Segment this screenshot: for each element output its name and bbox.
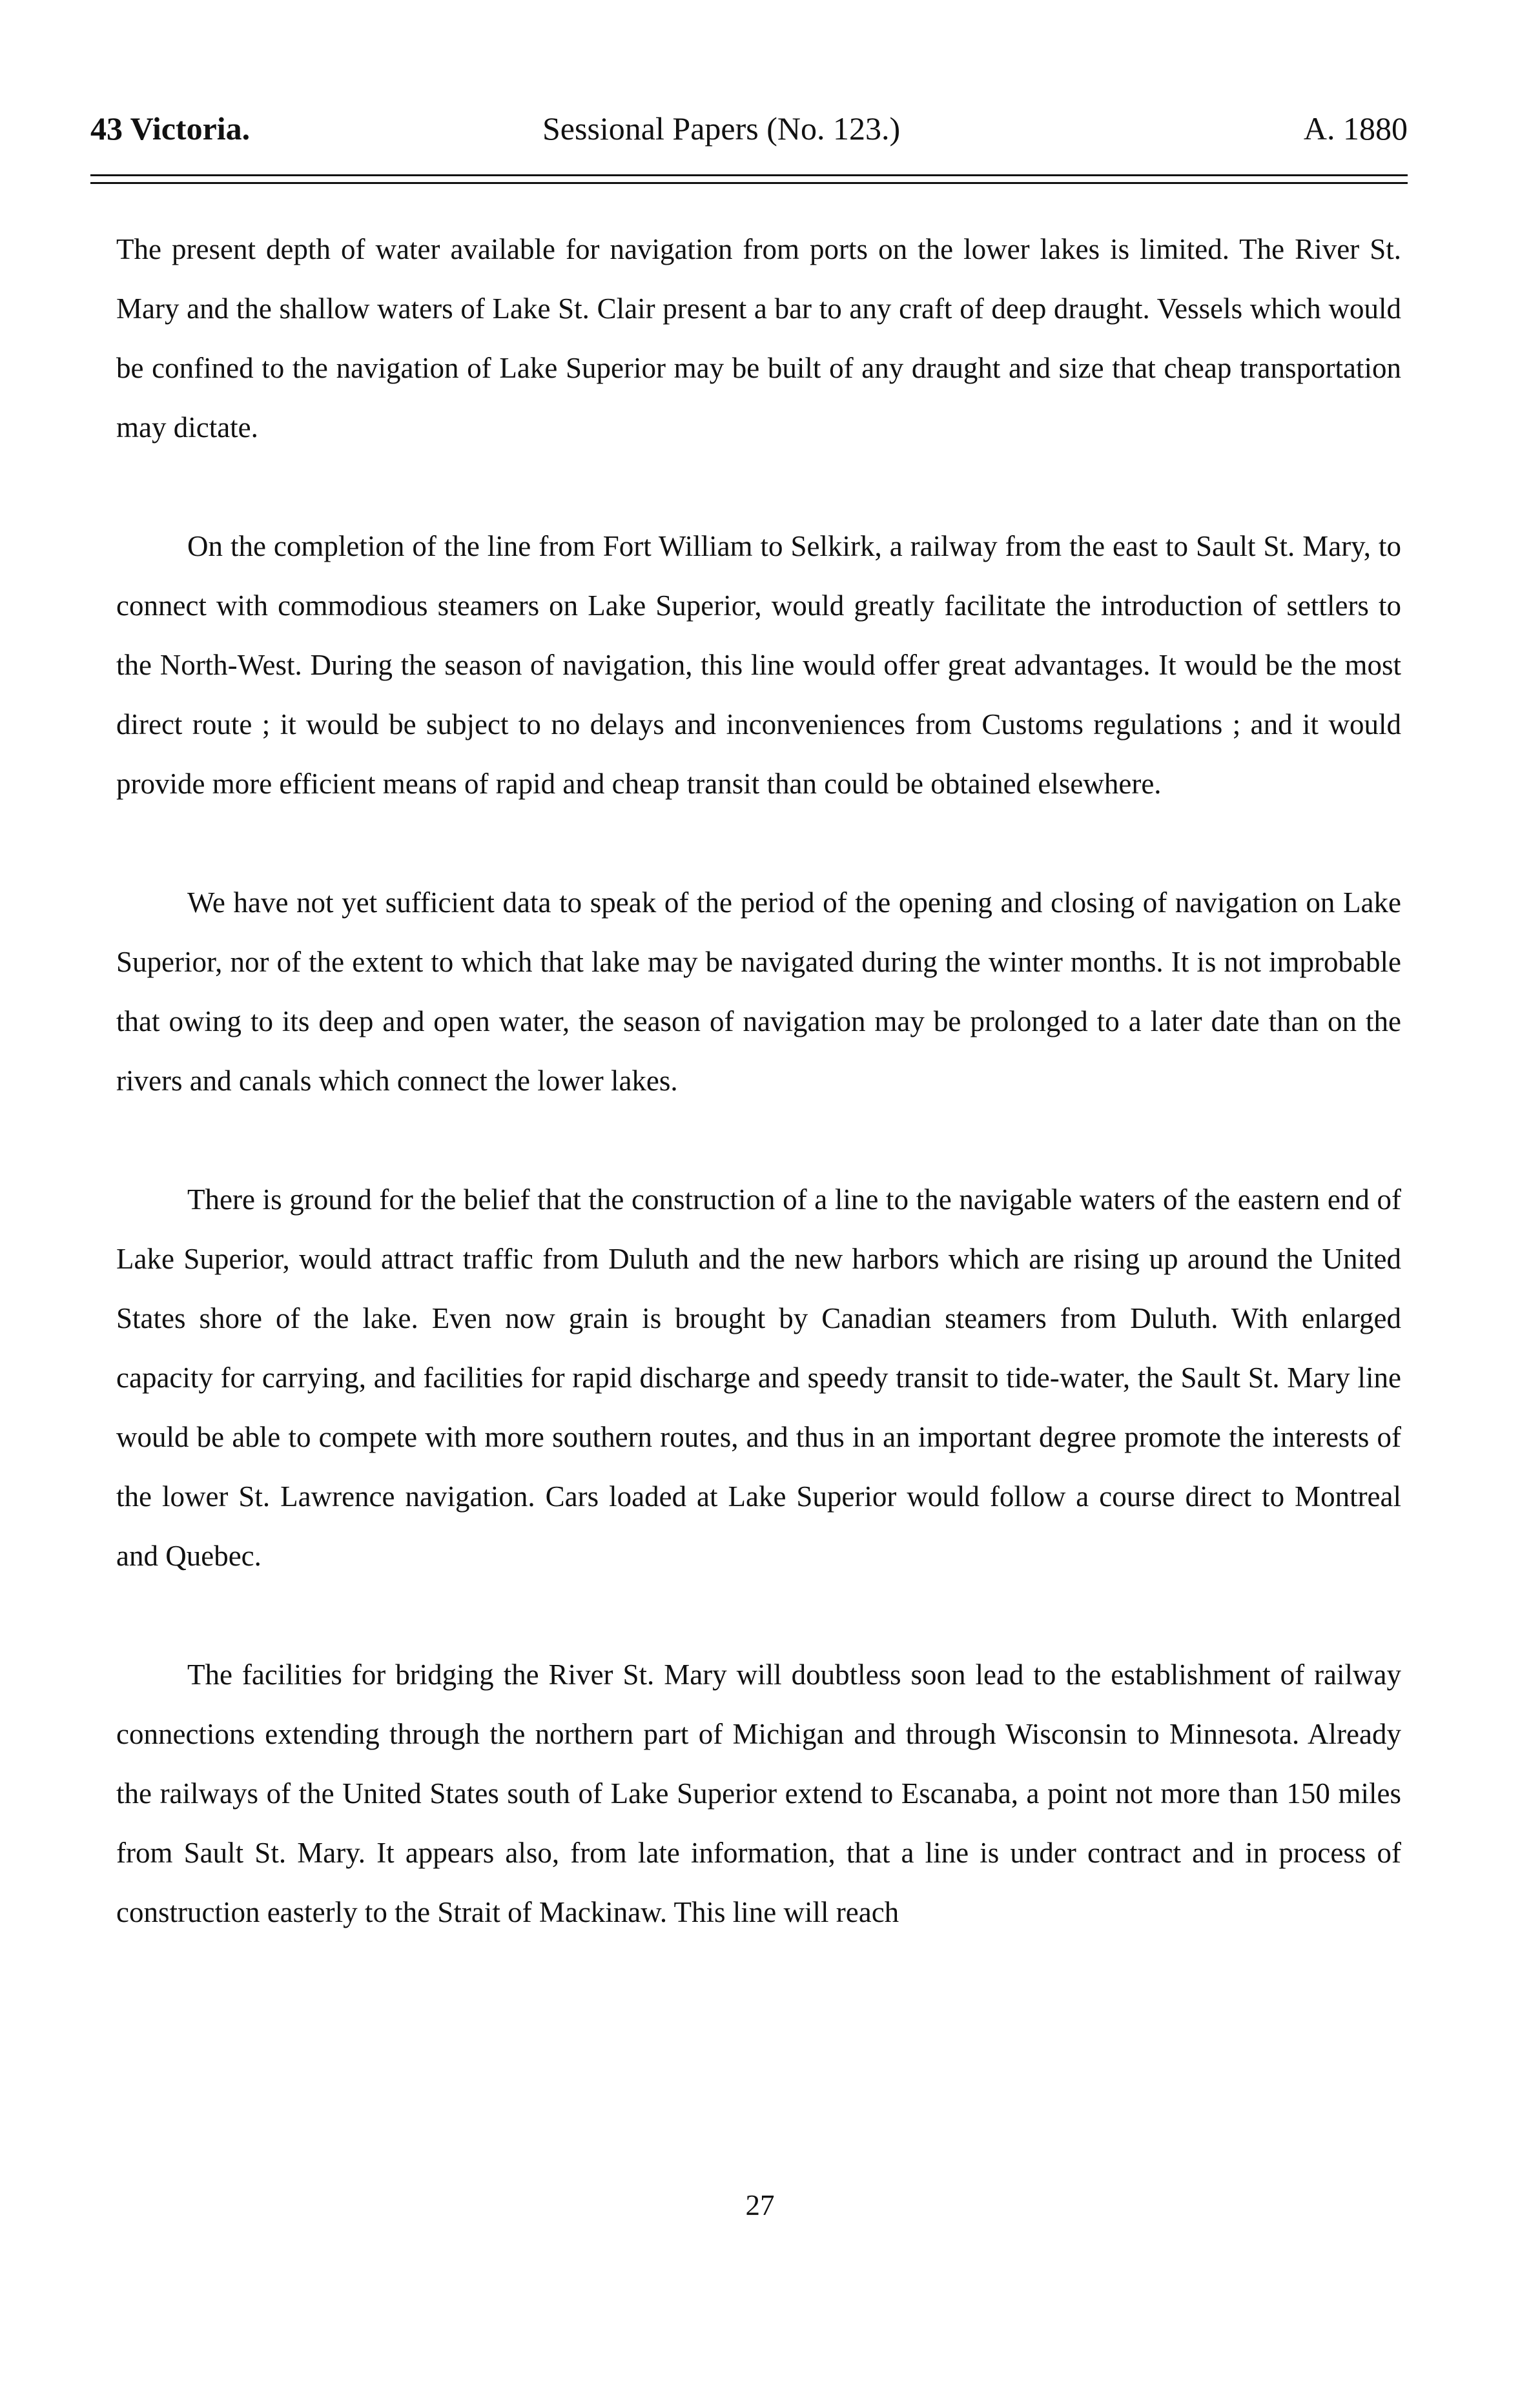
header-year: A. 1880: [1303, 110, 1408, 147]
running-header: [90, 110, 1408, 161]
body-text: [116, 219, 1401, 2001]
page-number: 27: [745, 2189, 775, 2221]
header-rule-lower: [90, 182, 1408, 184]
paragraph: We have not yet sufficient data to speak of the period of the opening and closing of navigation on Lake Superior, nor of the extent to which that lake may be navigated during the winter months. It is not improbable that owing to its deep and open water, the season of navigation may be prolonged to a later date than on the rivers and canals which connect the lower lakes.: [116, 886, 1401, 1097]
header-title: Sessional Papers (No. 123.): [542, 110, 901, 147]
paragraph: The present depth of water available for navigation from ports on the lower lakes is limited. The River St. Mary and the shallow waters of Lake St. Clair present a bar to any craft of deep draught. Vessels which would be confined to the navigation of Lake Superior may be built of any draught and size that cheap transportation may dictate.: [116, 233, 1401, 444]
header-rule-upper: [90, 174, 1408, 176]
paragraph: The facilities for bridging the River St. Mary will doubtless soon lead to the establishment of railway connections extending through the northern part of Michigan and through Wisconsin to Minnesota. Already the railways of the United States south of Lake Superior extend to Escanaba, a point not more than 150 miles from Sault St. Mary. It appears also, from late information, that a line is under contract and in process of construction easterly to the Strait of Mackinaw. This line will reach: [116, 1658, 1401, 1928]
paragraph: There is ground for the belief that the construction of a line to the navigable waters of the eastern end of Lake Superior, would attract traffic from Duluth and the new harbors which are rising up around the United States shore of the lake. Even now grain is brought by Canadian steamers from Duluth. With enlarged capacity for carrying, and facilities for rapid discharge and speedy transit to tide-water, the Sault St. Mary line would be able to compete with more southern routes, and thus in an important degree promote the interests of the lower St. Lawrence navigation. Cars loaded at Lake Superior would follow a course direct to Montreal and Quebec.: [116, 1183, 1401, 1572]
paragraph: On the completion of the line from Fort William to Selkirk, a railway from the east to Sault St. Mary, to connect with commodious steamers on Lake Superior, would greatly facilitate the introduction of settlers to the North-West. During the season of navigation, this line would offer great advantages. It would be the most direct route ; it would be subject to no delays and inconveniences from Customs regulations ; and it would provide more efficient means of rapid and cheap transit than could be obtained elsewhere.: [116, 530, 1401, 800]
header-session: 43 Victoria.: [90, 110, 251, 147]
